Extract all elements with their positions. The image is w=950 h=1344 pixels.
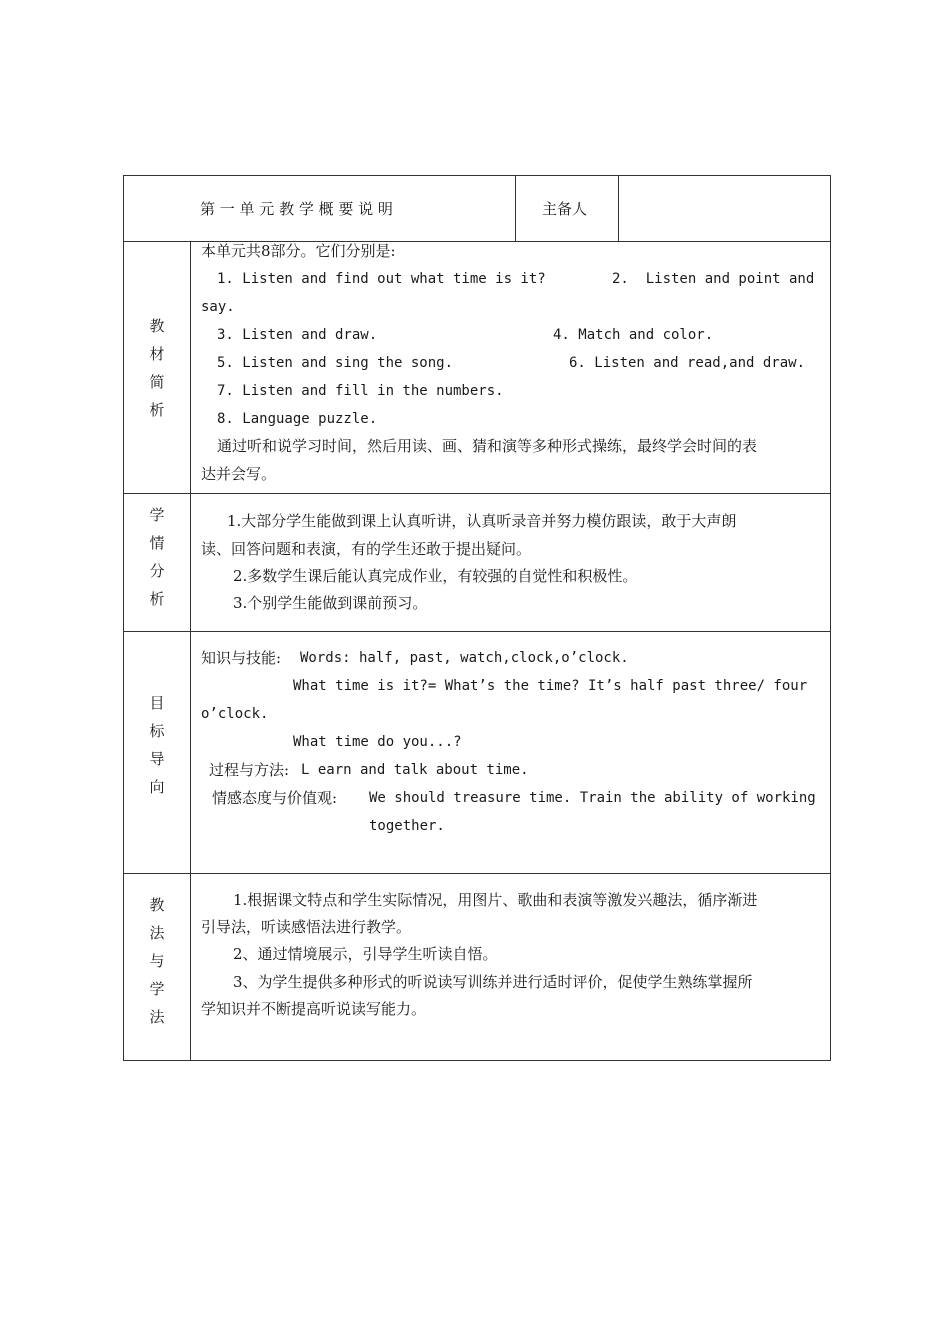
goals-knowledge-words: Words: half, past, watch,clock,o’clock. — [300, 650, 629, 666]
border-top — [123, 175, 831, 176]
students-paragraph-1b: 读、回答问题和表演，有的学生还敢于提出疑问。 — [201, 540, 532, 558]
materials-label: 教 材 简 析 — [149, 317, 165, 419]
materials-summary-2: 达并会写。 — [201, 465, 277, 483]
goals-label: 目 标 导 向 — [149, 694, 165, 796]
methods-paragraph-2: 2、通过情境展示，引导学生听读自悟。 — [233, 945, 498, 963]
methods-paragraph-1a: 1.根据课文特点和学生实际情况，用图片、歌曲和表演等激发兴趣法，循序渐进 — [233, 891, 758, 909]
divider-students — [123, 631, 831, 632]
divider-preparer-right — [618, 175, 619, 241]
materials-item-2: 2. Listen and point and — [612, 271, 815, 287]
methods-paragraph-3b: 学知识并不断提高听说读写能力。 — [201, 1000, 427, 1018]
materials-item-2-cont: say. — [201, 299, 235, 315]
materials-item-1: 1. Listen and find out what time is it? — [217, 271, 546, 287]
goals-emotion-text-cont: together. — [369, 818, 445, 834]
preparer-label: 主备人 — [542, 200, 588, 218]
page-title: 第 一 单 元 教 学 概 要 说 明 — [200, 200, 393, 218]
materials-item-7: 7. Listen and fill in the numbers. — [217, 383, 504, 399]
goals-emotion-label: 情感态度与价值观: — [212, 789, 338, 807]
divider-materials — [123, 493, 831, 494]
materials-item-5: 5. Listen and sing the song. — [217, 355, 454, 371]
goals-knowledge-sentence-1-cont: o’clock. — [201, 706, 269, 722]
materials-item-6: 6. Listen and read,and draw. — [569, 355, 806, 371]
materials-item-8: 8. Language puzzle. — [217, 411, 378, 427]
goals-emotion-text: We should treasure time. Train the ability of working — [369, 790, 816, 806]
goals-knowledge-sentence-2: What time do you...? — [293, 734, 462, 750]
goals-knowledge-sentence-1: What time is it?= What’s the time? It’s half past three/ four — [293, 678, 808, 694]
divider-label-column — [190, 241, 191, 1061]
goals-process-label: 过程与方法: — [209, 761, 290, 779]
students-paragraph-3: 3.个别学生能做到课前预习。 — [233, 594, 428, 612]
materials-item-3: 3. Listen and draw. — [217, 327, 378, 343]
divider-preparer-left — [515, 175, 516, 241]
materials-item-4: 4. Match and color. — [553, 327, 714, 343]
students-paragraph-2: 2.多数学生课后能认真完成作业，有较强的自觉性和积极性。 — [233, 567, 638, 585]
materials-intro: 本单元共8部分。它们分别是: — [201, 242, 396, 260]
materials-summary-1: 通过听和说学习时间，然后用读、画、猜和演等多种形式操练，最终学会时间的表 — [217, 437, 758, 455]
goals-knowledge-label: 知识与技能: — [201, 649, 282, 667]
lesson-plan-table — [123, 175, 831, 1061]
goals-process-text: L earn and talk about time. — [301, 762, 529, 778]
border-right — [830, 175, 831, 1061]
students-label: 学 情 分 析 — [149, 506, 165, 608]
methods-label: 教 法 与 学 法 — [149, 896, 165, 1026]
methods-paragraph-3a: 3、为学生提供多种形式的听说读写训练并进行适时评价，促使学生熟练掌握所 — [233, 973, 753, 991]
methods-paragraph-1b: 引导法，听读感悟法进行教学。 — [201, 918, 412, 936]
students-paragraph-1a: 1.大部分学生能做到课上认真听讲，认真听录音并努力模仿跟读，敢于大声朗 — [227, 512, 737, 530]
border-bottom — [123, 1060, 831, 1061]
divider-goals — [123, 873, 831, 874]
